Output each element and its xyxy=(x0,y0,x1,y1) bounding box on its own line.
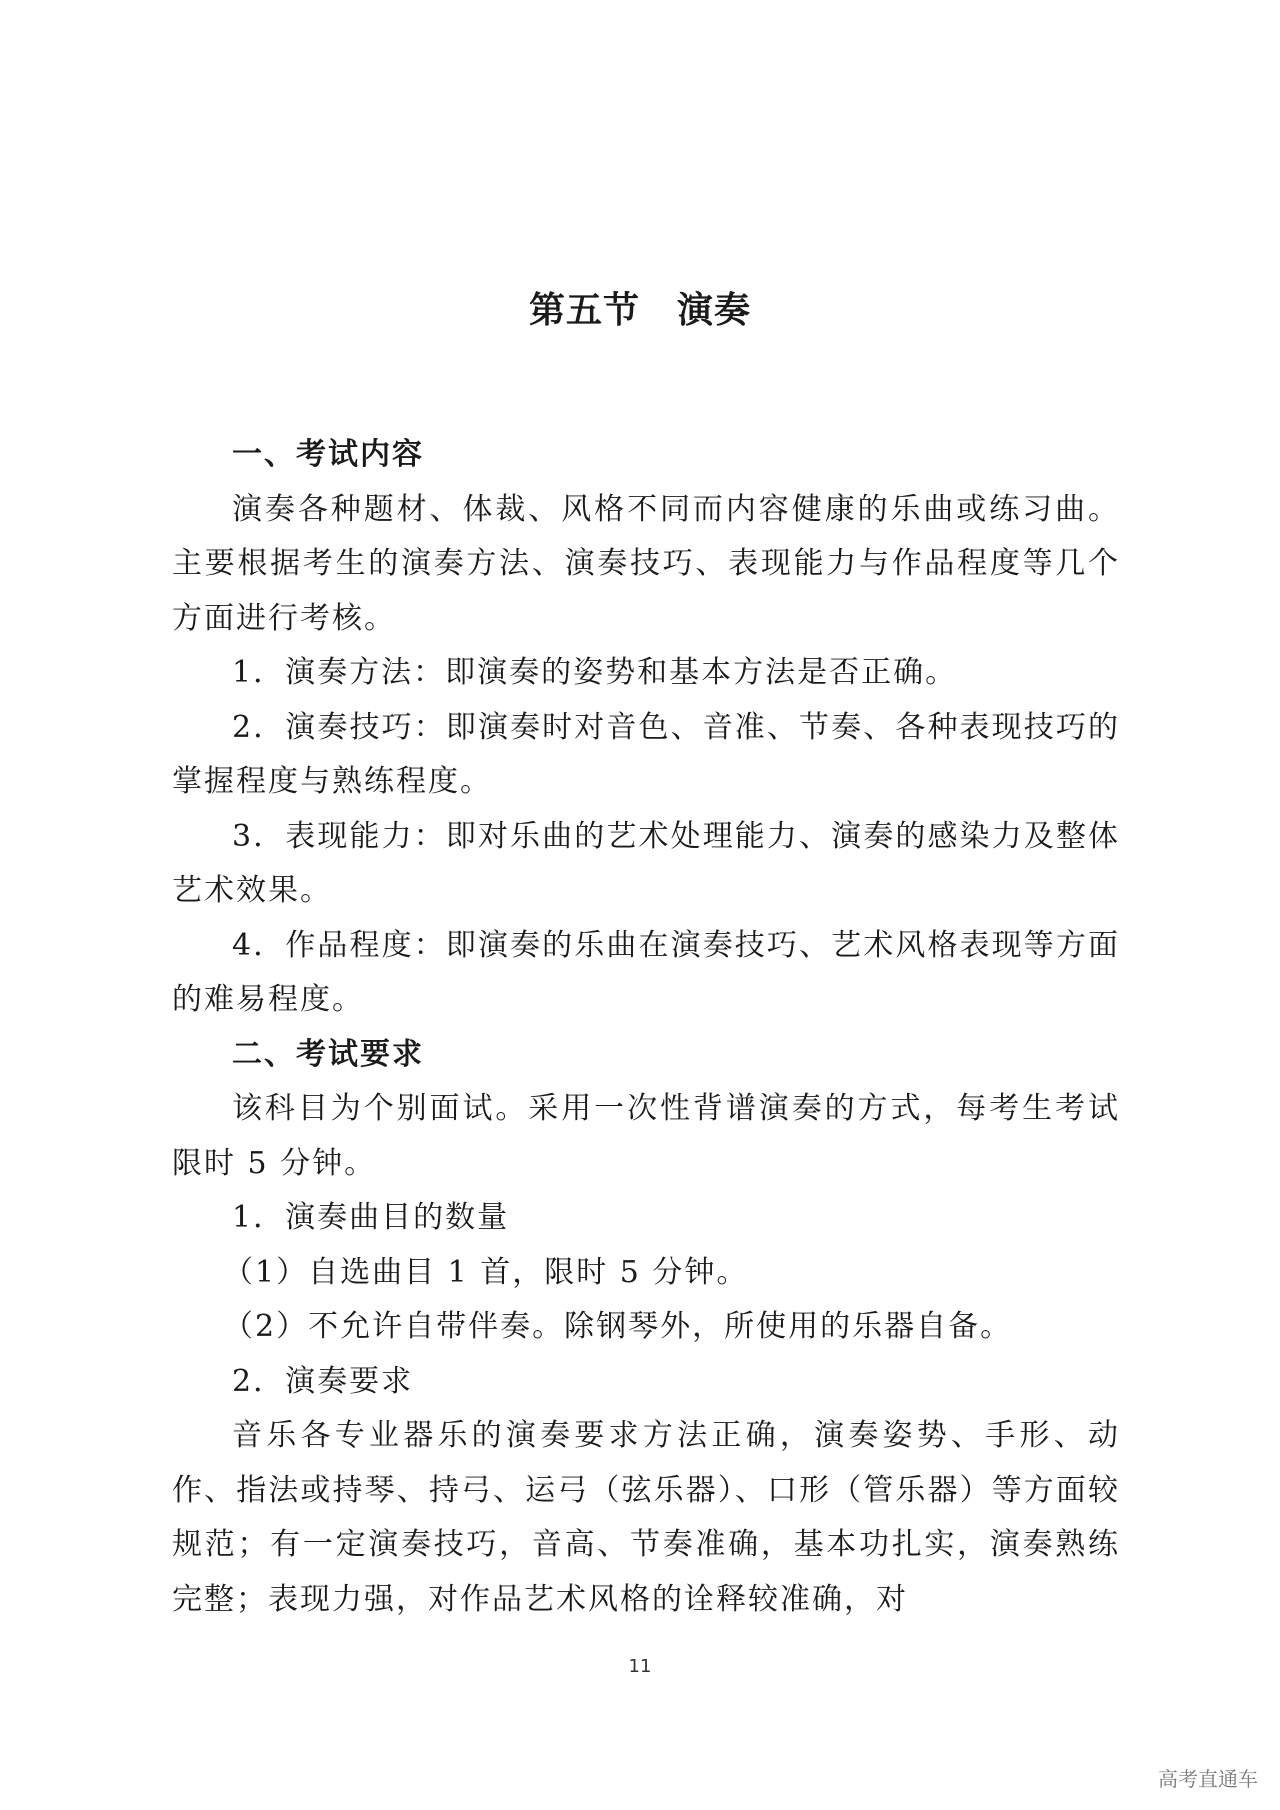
page-title: 第五节 演奏 xyxy=(528,290,751,331)
paragraph: 音乐各专业器乐的演奏要求方法正确，演奏姿势、手形、动作、指法或持琴、持弓、运弓（弦乐器）、口形（管乐器）等方面较规范；有一定演奏技巧，音高、节奏准确，基本功扎实，演奏熟练完整；表现力强，对作品艺术风格的诠释较准确，对 xyxy=(172,1418,1120,1617)
paragraph: 该科目为个别面试。采用一次性背谱演奏的方式，每考生考试限时 5 分钟。 xyxy=(172,1091,1120,1181)
section-heading-exam-content: 一、考试内容 xyxy=(232,437,424,472)
page-number: 11 xyxy=(628,1656,652,1677)
list-item: 2．演奏要求 xyxy=(232,1363,414,1399)
list-item: 2．演奏技巧：即演奏时对音色、音准、节奏、各种表现技巧的掌握程度与熟练程度。 xyxy=(172,709,1120,799)
section-heading-exam-requirements: 二、考试要求 xyxy=(232,1036,424,1072)
watermark: 高考直通车 xyxy=(1158,1767,1258,1791)
document-body xyxy=(172,428,1120,1627)
list-item: 1．演奏曲目的数量 xyxy=(232,1200,510,1235)
sub-list-item: （2）不允许自带伴奏。除钢琴外，所使用的乐器自备。 xyxy=(223,1309,1013,1344)
list-item: 3．表现能力：即对乐曲的艺术处理能力、演奏的感染力及整体艺术效果。 xyxy=(172,818,1120,908)
paragraph: 演奏各种题材、体裁、风格不同而内容健康的乐曲或练习曲。主要根据考生的演奏方法、演奏技巧、表现能力与作品程度等几个方面进行考核。 xyxy=(172,491,1120,636)
list-item: 1．演奏方法：即演奏的姿势和基本方法是否正确。 xyxy=(232,655,958,690)
list-item: 4．作品程度：即演奏的乐曲在演奏技巧、艺术风格表现等方面的难易程度。 xyxy=(172,927,1120,1017)
sub-list-item: （1）自选曲目 1 首，限时 5 分钟。 xyxy=(223,1254,749,1290)
